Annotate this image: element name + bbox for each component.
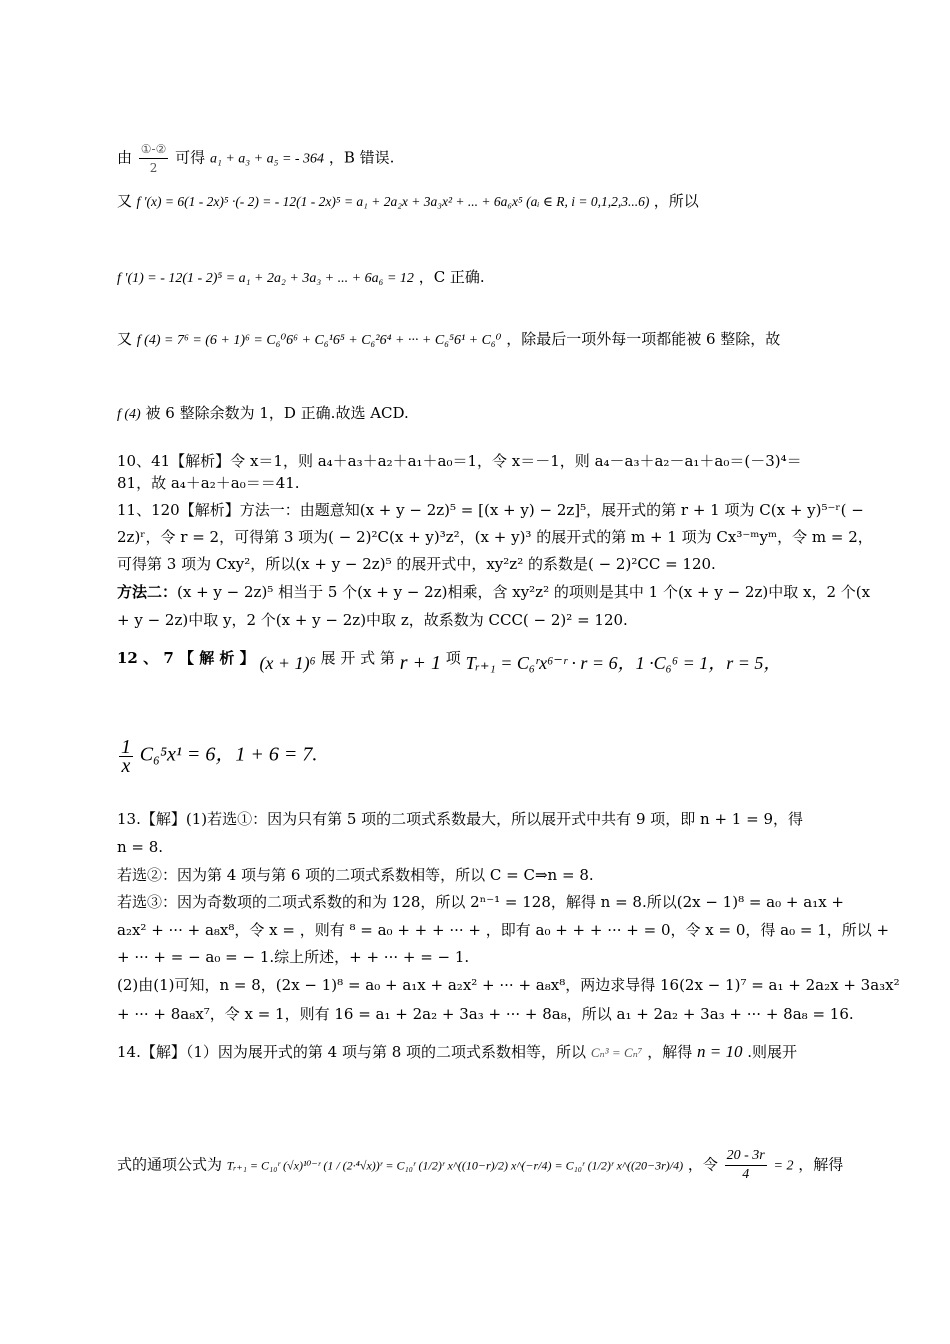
text: ，解得 xyxy=(647,1043,693,1061)
q13-line-3: 若选②：因为第 4 项与第 6 项的二项式系数相等，所以 C = C⇒n = 8. xyxy=(117,866,594,884)
q10-line-1: 10、41【解析】令 x＝1，则 a₄＋a₃＋a₂＋a₁＋a₀＝1，令 x＝－1，则 a₄－a₃＋a₂－a₁＋a₀＝(－3)⁴＝ xyxy=(117,452,802,470)
q13-line-8: + ··· + 8a₈x⁷，令 x = 1，则有 16 = a₁ + 2a₂ + 3a₃ + ··· + 8a₈，所以 a₁ + 2a₂ + 3a₃ + ··· + 8a₈ = 16. xyxy=(117,1005,854,1023)
text: .则展开 xyxy=(747,1043,798,1061)
fraction xyxy=(139,140,169,177)
q11-line-4 xyxy=(117,583,870,601)
equation: f ′(x) = 6(1 - 2x)⁵ ·(- 2) = - 12(1 - 2x)⁵ = a₁ + 2a₂x + 3a₃x² + ... + 6a₆x⁵ (aᵢ ∈ R, i = 0,1,2,3...6) xyxy=(136,194,650,209)
equation: f ′(1) = - 12(1 - 2)⁵ = a₁ + 2a₂ + 3a₃ + ... + 6a₆ = 12 xyxy=(117,271,414,286)
line-4 xyxy=(117,330,780,350)
fraction-numerator: 20 - 3r xyxy=(725,1147,767,1166)
equation: Tᵣ₊₁ = C₁₀ʳ (√x)¹⁰⁻ʳ (1 / (2·⁴√x))ʳ = C₁₀ʳ (1/2)ʳ x^((10−r)/2) x^(−r/4) = C₁₀ʳ (1/2)ʳ x^((20−3r)/4) xyxy=(226,1158,684,1173)
q11-line-5: + y − 2z)中取 y，2 个(x + y − 2z)中取 z，故系数为 CCC( − 2)² = 120. xyxy=(117,611,628,629)
equation: Tᵣ₊₁ = C₆ʳx⁶⁻ʳ · r = 6，1 ·C₆⁶ = 1，r = 5， xyxy=(465,653,782,673)
line-2 xyxy=(117,192,699,211)
fraction xyxy=(119,738,133,775)
text: ，除最后一项外每一项都能被 6 整除，故 xyxy=(506,330,781,348)
text: ，B 错误. xyxy=(328,148,395,167)
text: ，所以 xyxy=(653,192,699,210)
q12-line-2 xyxy=(117,738,317,775)
text: ，解得 xyxy=(798,1155,844,1174)
equation: (x + 1)⁶ xyxy=(259,653,316,673)
fraction-numerator: ①-② xyxy=(139,140,169,159)
text: 14.【解】（1）因为展开式的第 4 项与第 8 项的二项式系数相等，所以 xyxy=(117,1043,587,1061)
equation: = 2 xyxy=(773,1158,794,1174)
fraction-denominator: 4 xyxy=(742,1167,750,1182)
q13-line-4: 若选③：因为奇数项的二项式系数的和为 128，所以 2ⁿ⁻¹ = 128，解得 n = 8.所以(2x − 1)⁸ = a₀ + a₁x + xyxy=(117,893,844,911)
q14-line-1 xyxy=(117,1043,797,1062)
text: 又 xyxy=(117,330,133,348)
question-label: 12 、 7 【 解 析 】 xyxy=(117,649,255,667)
q11-line-2: 2z)ʳ，令 r = 2，可得第 3 项为( − 2)²C(x + y)³z²，(x + y)³ 的展开式的第 m + 1 项为 Cx³⁻ᵐyᵐ，令 m = 2， xyxy=(117,528,873,546)
equation: n = 10 xyxy=(697,1042,743,1061)
equation: a₁ + a₃ + a₅ = - 364 xyxy=(209,151,325,167)
fraction-numerator: 1 xyxy=(121,736,131,758)
q13-line-2: n = 8. xyxy=(117,838,164,856)
fraction xyxy=(725,1147,767,1184)
equation: r + 1 xyxy=(399,652,441,674)
text: 项 xyxy=(445,649,461,667)
line-3 xyxy=(117,268,485,288)
q13-line-7: (2)由(1)可知，n = 8，(2x − 1)⁸ = a₀ + a₁x + a₂x² + ··· + a₈x⁸，两边求导得 16(2x − 1)⁷ = a₁ + 2a₂x + 3a₃x² xyxy=(117,976,900,994)
q10-line-2: 81，故 a₄＋a₂＋a₀＝＝41. xyxy=(117,474,300,492)
text: 展 开 式 第 xyxy=(320,649,395,667)
equation: f (4) = 7⁶ = (6 + 1)⁶ = C₆⁰6⁶ + C₆¹6⁵ + C₆²6⁴ + ··· + C₆⁵6¹ + C₆⁰ xyxy=(136,333,502,348)
q14-line-2 xyxy=(117,1147,843,1184)
fraction-denominator: x xyxy=(121,755,131,777)
equation: Cₙ³ = Cₙ⁷ xyxy=(590,1045,643,1060)
equation: f (4) xyxy=(117,407,141,422)
text: 被 6 整除余数为 1，D 正确.故选 ACD. xyxy=(145,404,409,422)
text: (x + y − 2z)⁵ 相当于 5 个(x + y − 2z)相乘，含 xy²z² 的项则是其中 1 个(x + y − 2z)中取 x，2 个(x xyxy=(177,583,871,601)
q13-line-1: 13.【解】(1)若选①：因为只有第 5 项的二项式系数最大，所以展开式中共有 9 项，即 n + 1 = 9，得 xyxy=(117,810,803,828)
text: ，C 正确. xyxy=(418,268,485,286)
fraction-denominator: 2 xyxy=(149,161,158,175)
text: 式的通项公式为 xyxy=(117,1155,223,1174)
equation: C₆⁵x¹ = 6，1 + 6 = 7. xyxy=(139,743,318,766)
line-5 xyxy=(117,404,409,424)
text: ，令 xyxy=(687,1155,718,1174)
q13-line-5: a₂x² + ··· + a₈x⁸，令 x = ，则有 ⁸ = a₀ + + + ··· + ，即有 a₀ + + + ··· + = 0，令 x = 0，得 a₀ = 1，所以 + xyxy=(117,921,890,939)
line-1 xyxy=(117,140,394,177)
q11-line-1: 11、120【解析】方法一：由题意知(x + y − 2z)⁵ = [(x + y) − 2z]⁵，展开式的第 r + 1 项为 C(x + y)⁵⁻ʳ( − xyxy=(117,501,864,519)
text: 由 xyxy=(117,148,133,167)
text: 又 xyxy=(117,192,133,210)
method-label: 方法二： xyxy=(117,583,178,601)
q12-line-1 xyxy=(117,648,782,674)
text: 可得 xyxy=(175,148,206,167)
q11-line-3: 可得第 3 项为 Cxy²，所以(x + y − 2z)⁵ 的展开式中，xy²z² 的系数是( − 2)²CC = 120. xyxy=(117,555,716,573)
q13-line-6: + ··· + = − a₀ = − 1.综上所述，+ + ··· + = − 1. xyxy=(117,948,470,966)
